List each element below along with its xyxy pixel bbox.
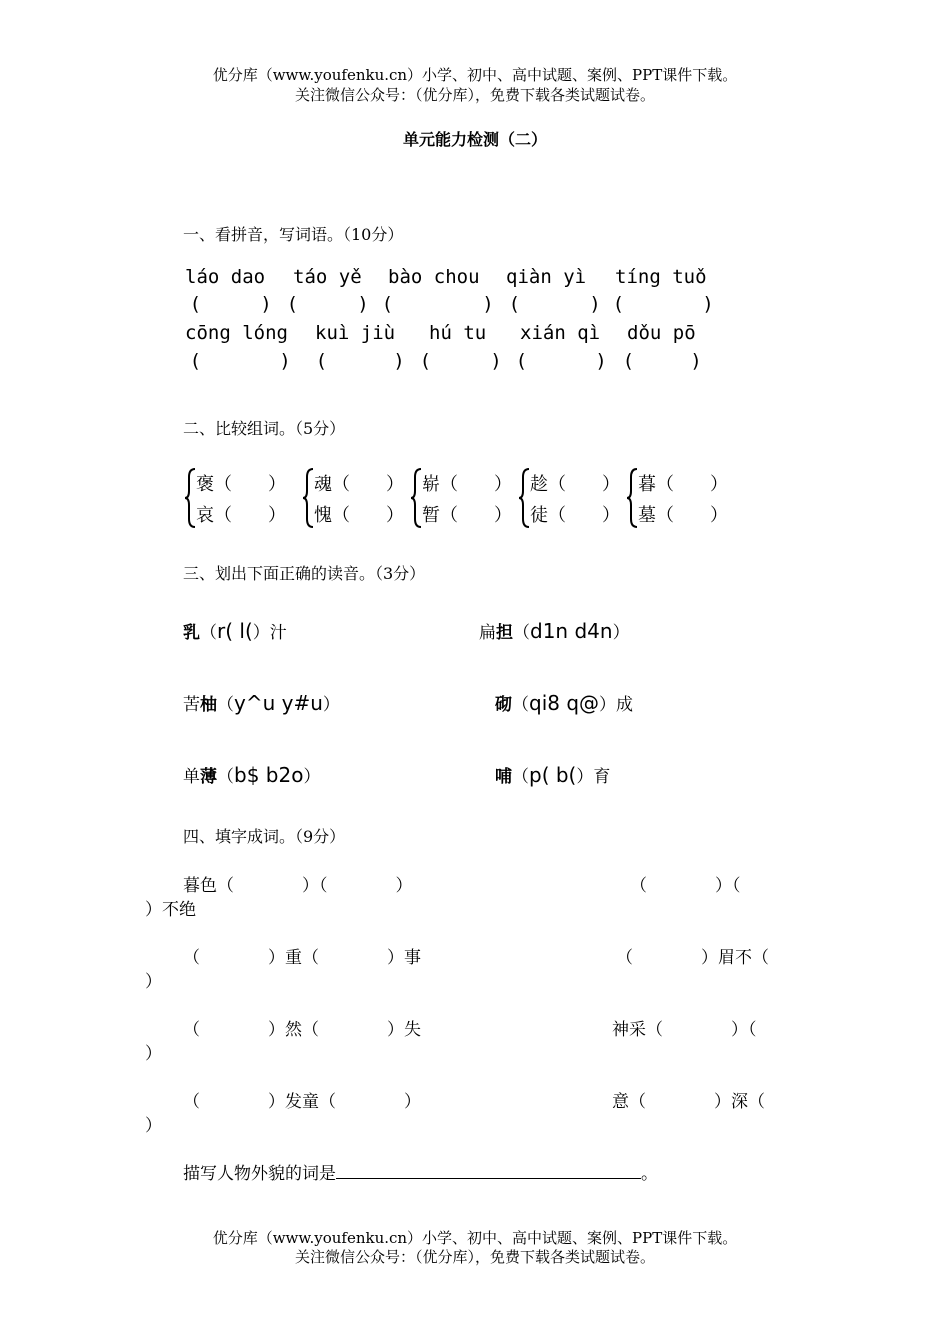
- target-char: 哺: [495, 767, 512, 787]
- suffix: 成: [616, 695, 634, 715]
- page-title: 单元能力检测（二）: [402, 130, 547, 149]
- target-char: 担: [496, 623, 513, 643]
- paren: ）: [576, 767, 594, 787]
- answer-blank-open: (: [625, 350, 633, 372]
- paren: （: [512, 695, 529, 715]
- reading-item: [183, 690, 340, 715]
- pinyin-2-4: xián qì: [520, 322, 601, 344]
- compare-char: 崭: [422, 474, 440, 495]
- question-text: 描写人物外貌的词是: [183, 1164, 336, 1184]
- answer-blank-open: (: [289, 293, 297, 315]
- pinyin-1-4: qiàn yì: [506, 266, 587, 288]
- answer-blank-open: (: [511, 293, 519, 315]
- compare-char: 徒: [530, 505, 548, 526]
- pinyin-2-5: dǒu pō: [627, 322, 696, 344]
- fill-line-2-left[interactable]: （ ）重（ ）事: [183, 948, 421, 968]
- fill-line-4-wrap: ）: [145, 1116, 162, 1136]
- target-char: 柚: [200, 695, 217, 715]
- fill-line-2-right[interactable]: （ ）眉不（: [616, 948, 769, 968]
- header-line-2: 关注微信公众号：（优分库），免费下载各类试题试卷。: [294, 86, 655, 104]
- answer-blank-close: ): [281, 350, 289, 372]
- target-char: 砌: [495, 695, 512, 715]
- compare-char: 愧: [314, 505, 332, 526]
- answer-blank-close: ): [591, 293, 599, 315]
- answer-blank-close: ): [492, 350, 500, 372]
- answer-blank-close: ): [395, 350, 403, 372]
- paren: （: [512, 767, 529, 787]
- pinyin-2-1: cōng lóng: [185, 322, 288, 344]
- compare-char: 暂: [422, 505, 440, 526]
- answer-blank-close: ): [262, 293, 270, 315]
- answer-blank-close: ): [359, 293, 367, 315]
- pinyin-1-2: táo yě: [293, 266, 362, 288]
- paren: ）: [252, 623, 270, 643]
- paren: （: [217, 695, 234, 715]
- reading-item: [183, 618, 287, 643]
- fill-line-4-left[interactable]: （ ）发童（ ）: [183, 1092, 421, 1112]
- target-char: 薄: [200, 767, 217, 787]
- answer-blank-open: (: [518, 350, 526, 372]
- fill-line-3-wrap: ）: [145, 1044, 162, 1064]
- reading-item: [495, 690, 633, 715]
- reading-item: [183, 762, 320, 787]
- paren: ）: [303, 767, 321, 787]
- answer-blank: （ ）: [656, 505, 728, 526]
- appearance-words-question: [183, 1159, 658, 1184]
- prefix: 单: [183, 767, 200, 787]
- answer-blank: （ ）: [440, 474, 512, 495]
- fill-line-1-wrap: ）不绝: [145, 900, 196, 920]
- answer-blank: （ ）: [548, 505, 620, 526]
- header-line-1: 优分库（www.youfenku.cn）小学、初中、高中试题、案例、PPT课件下载。: [212, 66, 738, 84]
- pinyin-1-1: láo dao: [185, 266, 266, 288]
- answer-blank-open: (: [422, 350, 430, 372]
- pinyin-2-3: hú tu: [429, 322, 487, 344]
- reading-item: [479, 618, 630, 643]
- reading-item: [495, 762, 610, 787]
- pinyin-2-2: kuì jiù: [315, 322, 396, 344]
- pinyin-options[interactable]: y^u y#u: [234, 691, 323, 715]
- compare-char: 墓: [638, 505, 656, 526]
- answer-blank: （ ）: [548, 474, 620, 495]
- answer-blank-close: ): [692, 350, 700, 372]
- answer-blank-open: (: [615, 293, 623, 315]
- answer-blank: （ ）: [656, 474, 728, 495]
- section3-heading: 三、划出下面正确的读音。（3分）: [183, 564, 426, 583]
- footer-line-1: 优分库（www.youfenku.cn）小学、初中、高中试题、案例、PPT课件下载。: [212, 1229, 738, 1247]
- compare-char: 暮: [638, 474, 656, 495]
- brace-icon: [185, 467, 189, 529]
- paren: （: [513, 623, 530, 643]
- compare-char: 魂: [314, 474, 332, 495]
- fill-line-1-left[interactable]: 暮色（ ）（ ）: [183, 876, 413, 896]
- answer-blank-close: ): [704, 293, 712, 315]
- fill-line-2-wrap: ）: [145, 972, 162, 992]
- prefix: 扁: [479, 623, 496, 643]
- pinyin-options[interactable]: b$ b2o: [234, 763, 304, 787]
- answer-blank-open: (: [318, 350, 326, 372]
- target-char: 乳: [183, 623, 200, 643]
- paren: ）: [612, 623, 630, 643]
- answer-blank: （ ）: [332, 505, 404, 526]
- pinyin-1-5: tíng tuǒ: [615, 266, 707, 288]
- suffix: 育: [593, 767, 611, 787]
- compare-char: 哀: [196, 505, 214, 526]
- answer-blank-close: ): [484, 293, 492, 315]
- answer-blank-open: (: [192, 293, 200, 315]
- pinyin-1-3: bào chou: [388, 266, 480, 288]
- suffix: 汁: [269, 623, 287, 643]
- pinyin-options[interactable]: p( b(: [529, 763, 577, 787]
- answer-blank: （ ）: [214, 505, 286, 526]
- paren: （: [200, 623, 217, 643]
- pinyin-options[interactable]: r( l(: [217, 619, 253, 643]
- answer-blank: （ ）: [332, 474, 404, 495]
- section4-heading: 四、填字成词。（9分）: [183, 827, 346, 846]
- answer-blank-close: ): [597, 350, 605, 372]
- compare-char: 趁: [530, 474, 548, 495]
- answer-blank-open: (: [384, 293, 392, 315]
- compare-char: 褒: [196, 474, 214, 495]
- paren: ）: [322, 695, 340, 715]
- answer-blank: （ ）: [214, 474, 286, 495]
- paren: （: [217, 767, 234, 787]
- fill-line-1-right[interactable]: （ ）（: [630, 876, 741, 896]
- answer-blank: （ ）: [440, 505, 512, 526]
- section2-heading: 二、比较组词。（5分）: [183, 419, 346, 438]
- footer-line-2: 关注微信公众号：（优分库），免费下载各类试题试卷。: [294, 1248, 655, 1266]
- fill-line-4-right[interactable]: 意（ ）深（: [612, 1092, 765, 1112]
- answer-underline[interactable]: [336, 1162, 641, 1179]
- prefix: 苦: [183, 695, 200, 715]
- paren: ）: [599, 695, 617, 715]
- section1-heading: 一、看拼音，写词语。（10分）: [183, 225, 404, 244]
- question-end: 。: [641, 1164, 658, 1184]
- answer-blank-open: (: [192, 350, 200, 372]
- pinyin-options[interactable]: qi8 q@: [529, 691, 600, 715]
- pinyin-options[interactable]: d1n d4n: [530, 619, 613, 643]
- fill-line-3-left[interactable]: （ ）然（ ）失: [183, 1020, 421, 1040]
- fill-line-3-right[interactable]: 神采（ ）（: [612, 1020, 757, 1040]
